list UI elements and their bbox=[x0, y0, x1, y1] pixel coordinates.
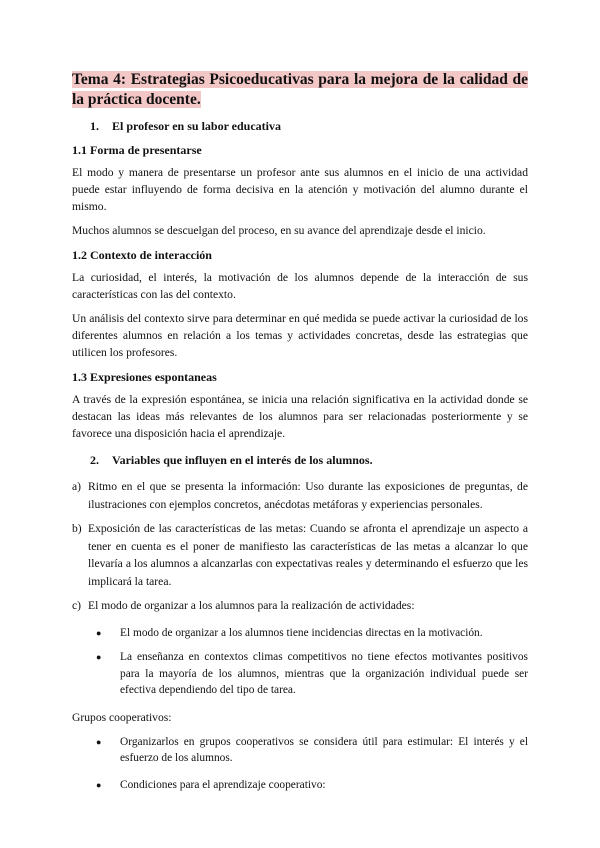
page-title: Tema 4: Estrategias Psicoeducativas para la mejora de la calidad de la práctica docente. bbox=[72, 71, 528, 108]
bullet-icon: ● bbox=[96, 779, 102, 790]
paragraph: El modo y manera de presentarse un profesor ante sus alumnos en el inicio de una actividad puede estar influyendo de forma decisiva en la atención y motivación del alumno durante el mismo. bbox=[72, 166, 528, 213]
bullet-icon: ● bbox=[96, 627, 102, 638]
subsection-1-1-heading: 1.1 Forma de presentarse bbox=[72, 143, 202, 157]
subsection-1-2-heading: 1.2 Contexto de interacción bbox=[72, 248, 212, 262]
bullet-icon: ● bbox=[96, 736, 102, 747]
subsection-1-3-heading: 1.3 Expresiones espontaneas bbox=[72, 370, 217, 384]
paragraph: A través de la expresión espontánea, se inicia una relación significativa en la actividad donde se destacan las ideas más relevantes de los alumnos para ser relacionadas posteriormente y se favorece una disposición hacia el aprendizaje. bbox=[72, 393, 528, 440]
bullet-icon: ● bbox=[96, 652, 102, 662]
section-2-heading: 2. Variables que influyen en el interés de los alumnos. bbox=[90, 453, 373, 467]
paragraph: La curiosidad, el interés, la motivación de los alumnos depende de la interacción de sus características con las del contexto. bbox=[72, 271, 528, 301]
bullet-item: ● Condiciones para el aprendizaje cooperativo: bbox=[96, 777, 528, 794]
paragraph: Un análisis del contexto sirve para determinar en qué medida se puede activar la curiosidad de los diferentes alumnos en relación a los temas y actividades concretas, desde las estrategias que utilicen los profesores. bbox=[72, 312, 528, 359]
groups-label: Grupos cooperativos: bbox=[72, 710, 172, 724]
document-content bbox=[72, 70, 528, 801]
bullet-item: ● Organizarlos en grupos cooperativos se considera útil para estimular: El interés y el esfuerzo de los alumnos. bbox=[96, 734, 528, 767]
bullet-item: ● La enseñanza en contextos climas competitivos no tiene efectos motivantes positivos para la mayoría de los alumnos, mientras que la organización individual puede ser efectiva dependiendo del tipo de tarea. bbox=[96, 649, 528, 699]
paragraph: Muchos alumnos se descuelgan del proceso, en su avance del aprendizaje desde el inicio. bbox=[72, 224, 486, 237]
list-item-a: a) Ritmo en el que se presenta la información: Uso durante las exposiciones de preguntas, de ilustraciones con ejemplos concretos, anécdotas metáforas y experiencias personales. bbox=[72, 480, 528, 511]
bullet-item: ● El modo de organizar a los alumnos tiene incidencias directas en la motivación. bbox=[96, 625, 528, 642]
list-item-b: b) Exposición de las características de las metas: Cuando se afronta el aprendizaje un aspecto a tener en cuenta es el poner de manifiesto las características de las metas a alcanzar lo que llevaría a los alumnos a alcanzarlas con expectativas reales y determinando el esfuerzo que les implicará la tarea. bbox=[72, 522, 528, 588]
section-1-heading: 1. El profesor en su labor educativa bbox=[90, 119, 282, 133]
list-item-c: c) El modo de organizar a los alumnos para la realización de actividades: bbox=[72, 599, 415, 612]
